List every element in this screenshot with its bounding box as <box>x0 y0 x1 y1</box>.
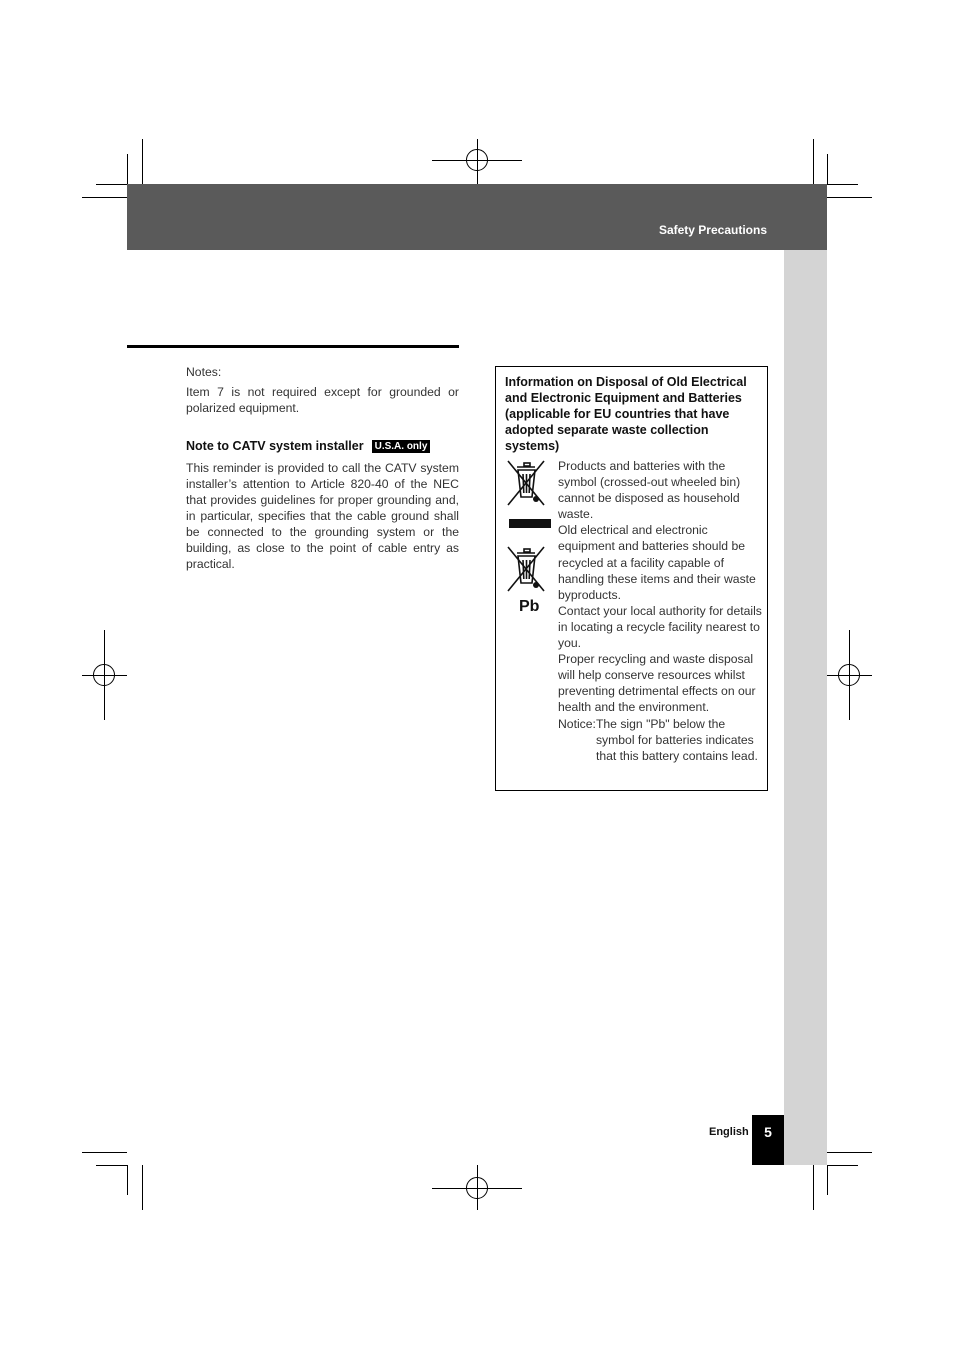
side-tab-band <box>784 250 827 1165</box>
catv-heading: Note to CATV system installer <box>186 439 364 453</box>
disposal-paragraph: Old electrical and electronic equipment and batteries should be recycled at a facility capable of handling these items and their waste byproducts. <box>558 523 756 602</box>
section-title: Safety Precautions <box>658 223 767 237</box>
notes-block <box>186 364 459 416</box>
notice-row <box>558 716 763 764</box>
bin-underline-bar <box>509 519 551 528</box>
header-band <box>127 184 827 250</box>
disposal-info-box <box>495 366 768 791</box>
notes-label: Notes: <box>186 365 222 379</box>
notes-text: Item 7 is not required except for grounded or polarized equipment. <box>186 385 459 415</box>
disposal-paragraph: Contact your local authority for details in locating a recycle facility nearest to you. <box>558 603 762 651</box>
footer-language: English <box>709 1126 749 1138</box>
disposal-title: Information on Disposal of Old Electrical and Electronic Equipment and Batteries (applicable for EU countries that have adopted separate waste collection systems) <box>505 375 747 453</box>
disposal-paragraph: Proper recycling and waste disposal will help conserve resources whilst preventing detrimental effects on our health and the environment. <box>558 652 756 715</box>
disposal-paragraph: Products and batteries with the symbol (crossed-out wheeled bin) cannot be disposed as household waste. <box>558 459 741 522</box>
crossed-out-wheeled-bin-icon <box>506 545 546 595</box>
section-rule <box>127 345 459 348</box>
crossed-out-wheeled-bin-icon <box>506 459 546 509</box>
catv-heading-row <box>186 439 461 453</box>
region-badge: U.S.A. only <box>372 440 431 453</box>
catv-text: This reminder is provided to call the CATV system installer’s attention to Article 820-40 of the NEC that provides guidelines for proper grounding and, in particular, specifies that the cable ground shall be connected to the grounding system or the building, as close to the point of cable entry as practical. <box>186 461 459 571</box>
notice-text: The sign "Pb" below the symbol for batteries indicates that this battery contains lead. <box>595 716 758 763</box>
disposal-body <box>558 458 763 764</box>
pb-label: Pb <box>519 598 540 615</box>
notice-label: Notice: <box>558 716 596 731</box>
page-number: 5 <box>752 1115 784 1165</box>
